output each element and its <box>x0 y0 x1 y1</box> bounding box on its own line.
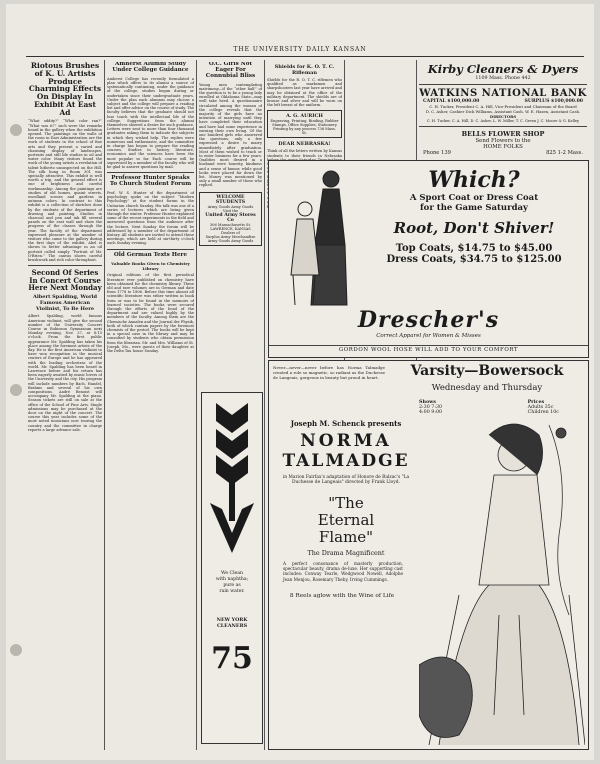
star-last-name: TALMADGE <box>282 451 410 471</box>
binder-hole <box>10 644 22 656</box>
cleaners-slogan <box>202 571 262 595</box>
price: Children 10c <box>527 410 559 415</box>
varsity-adaptation: in Marion Fairfax's adaptation of Honore de Balzac's "La Duchesse de Langeais" directed by Frank Lloyd. <box>282 475 410 486</box>
headline-amherst: Amherst Alumni Study Under College Guidance <box>112 62 189 73</box>
binder-hole <box>10 384 22 396</box>
article-text: Prof. W. S. Hunter of the department of psychology spoke on the subject “Modern Psychology” at the student forum in the Unitarian church Sunday. His talk was one of a series of lectures which are being given through the winter. Professor Hunter explained some of the recent experiments in the field and answered questions from the audience after the lecture. Next Sunday the forum will be addressed by a member of the department of history. All students are invited to attend these meetings, which are held at six-thirty o'clock each Sunday evening. <box>107 190 194 246</box>
headline-shields: Shields for K. O. T. C. Rifleman <box>274 64 335 76</box>
drescher-question: for the Game Saturday <box>420 203 528 213</box>
ad-line: 306 Massachusetts St. <box>209 222 252 227</box>
bells-address: 825 1-2 Mass. <box>546 150 583 156</box>
shows-label: Shows <box>419 399 436 405</box>
ad-line: Visit the <box>222 208 239 213</box>
article-text: “What oddity?” “What color ran?” “What was it?” such were the remarks heard in the gallery when the exhibition opened. The paintings on the walls of the room in East Administration are the work of students in the school of fine arts and they present a varied and charming display of landscapes, portraits and still life studies in oil and water color. Many visitors found the work of the young artists a revelation of talent hitherto unsuspected on the Hill. The silk hung in Room 301 was specially attractive. This exhibit is well worth a trip, and the general effect is one of brightness and careful workmanship. Among the paintings are studies of old homes, quaint streets, woodland scenes and gardens in autumn colors. In contrast to this exhibit is a collection of sketches done by the students of the department of drawing and painting. Studies in charcoal and pen and ink fill several panels on the east wall and show the progress of the classes through the year. The faculty of the department expressed pleasure at the number of visitors who came to the gallery during the first days of the exhibit. Abel is shown to better advantage in an oil portrait called simply “Portrait of Mr. O'Brien.” The canvas shows careful brushwork and rich color throughout. <box>28 119 102 263</box>
slogan-line: We Clean <box>221 571 243 576</box>
bank-officers: C. H. Tucker, President C. A. Hill, Vice-President and Chairman of the Board <box>429 104 577 109</box>
article-text: Think of all the letters written by Kansas students to their friends in Nebraska <box>267 149 342 158</box>
bells-contact <box>419 150 587 156</box>
column-2 <box>107 62 194 752</box>
showtimes-column <box>419 399 442 415</box>
article-text: Shields for the R. O. T. C. riflemen who qualified as marksmen and sharpshooters last year have arrived and may be obtained at the office of the military department. The shields are of bronze and silver and will be worn on the left breast of the uniform. <box>267 78 342 108</box>
bells-line: HOME FOLKS <box>483 144 523 150</box>
article-text: Young men contemplating matrimony—if the “other half” of the question is to be a young lady enrolled at Oklahoma State—may well take heed. A questionnaire circulated among the women of the college reveals that the majority of the girls have no intention of marrying until they have completed their education and have had some experience in earning their own living. Of the one hundred girls who answered the questions, only a few expressed a desire to marry immediately after graduation. Most of them wished to teach or to enter business for a few years. Qualities most desired in a husband were honesty, kindness and a sense of humor, while good looks were placed far down the list. Money was mentioned by only a small number of those who replied. <box>199 82 262 188</box>
ad-title: A. G. AURICH <box>286 113 323 120</box>
masthead-rule <box>26 56 584 57</box>
ad-store-name: United Army Stores Co <box>205 212 256 223</box>
headline-dear-nebraska: DEAR NEBRASKA! <box>278 141 331 148</box>
bank-officers: D. C. Asher, Cashier Dick Williams, Assistant Cash. W. E. Hazen, Assistant Cash. <box>425 109 581 114</box>
bells-line: Send Flowers to the <box>475 138 531 144</box>
film-title-line: Flame" <box>318 528 374 546</box>
drescher-copy <box>369 167 579 265</box>
drescher-logo: Drescher's <box>357 307 500 333</box>
masthead: THE UNIVERSITY DAILY KANSAN <box>233 46 367 53</box>
drescher-root: Root, Don't Shiver! <box>393 219 555 237</box>
slogan-line: pure as <box>223 583 241 588</box>
subhead-german-texts: Valuable Books Given to Chemistry Library <box>111 261 190 272</box>
bank-directors: C. H. Tucker, C. A. Hill, D. C. Asher, L. W. Miller, T. C. Green J. C. Moore & G. Kelley <box>426 119 580 123</box>
article-text: Amherst College has recently formulated a plan which offers to its alumni a source of systematically continuing, under the guidance of the college, studies begun during or undertaken since their undergraduate years. Under the plan each alumnus may choose a subject and the college will prepare a reading list and offer advice on the course of study. The faculty believes that the graduate should not lose touch with the intellectual life of the college. Suggestions from the alumni themselves showed a desire for such guidance. Letters were sent to more than four thousand graduates asking them to indicate the subjects in which they wished help. The replies were numerous and enthusiastic, and the committee in charge has begun to prepare the reading courses. Studies in history, literature, economics and the sciences have been the most popular so far. Each course will be supervised by a member of the faculty who will be glad to answer questions by mail. <box>107 76 194 169</box>
film-title-line: Eternal <box>317 511 375 529</box>
ad-line: Printing by any process 736 Mass. St. <box>273 127 336 136</box>
ad-aurich <box>267 110 342 138</box>
headline-german-texts: Old German Texts Here <box>113 251 188 258</box>
arrow-down-icon <box>202 393 262 563</box>
bank-capital: CAPITAL $100,000.00 <box>423 99 480 104</box>
article-text: Original editions of the first periodical literature ever published on chemistry have been obtained for the chemistry library. These old and rare volumes are in German and date from 1778 to 1806. Before this time almost all scientific literature was either written in book form or was to be found in the memoirs of learned societies. The books were secured through the efforts of the head of the department and are valued highly by the members of the faculty. Among them are the Chemische Annalen and the Journal der Physik, both of which contain papers by the foremost chemists of the period. The books will be kept in a special case in the library and may be consulted by students who obtain permission from the librarian. Mr. and Mrs. Williams of St. Joseph, Mo., were guests of their daughter at the Delta Tau house Sunday. <box>107 273 194 354</box>
ad-united-army-stores <box>199 192 262 246</box>
slogan-line: rain water. <box>219 589 245 594</box>
article-text: Albert Spalding, world famous American violinist, will give the second number of the University Concert Course in Robinson Gymnasium next Monday evening, Nov. 27, at 8:15 o'clock. From the first public appearance Mr. Spalding has taken his place among the foremost artists of the day. He is the first American violinist to have won recognition in the musical centers of Europe and he has appeared with the leading orchestras of the world. Mr. Spalding has been heard in Lawrence before and his return has been eagerly awaited by music lovers of the University and the city. His program will include numbers by Bach, Handel, Brahms and several of his own compositions. André Benoist will accompany Mr. Spalding at the piano. Season tickets are still on sale at the office of the School of Fine Arts. Single admissions may be purchased at the door on the night of the concert. The course this year includes some of the most noted musicians now touring the country and the committee in charge reports a large advance sale. <box>28 314 102 432</box>
ad-title: WELCOME STUDENTS <box>215 194 246 205</box>
varsity-title: Varsity—Bowersock <box>410 363 564 379</box>
film-genre: The Drama Magnificent <box>307 549 385 557</box>
film-cast: A perfect consonance of masterly production, spectacular beauty, drama de-luxe. Her supporting cast includes: Conway Tearle, Wedgwood Nowell, Adolphe Jean Menjou, Rosemary Theby, Irving Cummings. <box>283 561 403 582</box>
binder-hole <box>10 124 22 136</box>
headline-riotous-brushes: Riotous Brushes of K. U. Artists Produce Charming Effects On Display In Exhibit At East Ad <box>28 62 102 117</box>
bells-title: BELLS FLOWER SHOP <box>461 130 545 138</box>
slogan-line: with naphtha; <box>215 577 249 582</box>
ad-line: Engraving, Printing, Binding, Rubber Stamps, Office Supplies, Stationery <box>270 119 339 128</box>
price: Adults 35c <box>527 405 554 410</box>
kirby-address: 1109 Mass. Phone 442 <box>475 76 531 81</box>
subhead-spalding: Albert Spalding, World Famous American Violinist, To Be Here <box>33 294 97 313</box>
film-reels: 8 Reels aglow with the Wine of Life <box>289 593 395 599</box>
ad-line: Army Goods Army Goods <box>207 238 254 243</box>
show-time: 2:30 7:30 <box>419 405 443 410</box>
drescher-top-coats: Top Coats, $14.75 to $45.00 <box>395 243 553 254</box>
ad-dreschers <box>268 160 589 358</box>
film-title-line: "The <box>328 494 364 512</box>
prices-label: Prices <box>527 399 545 405</box>
headline-oc-girls: O.C. Girls Not Eager For Connubial Bliss <box>205 62 256 79</box>
film-title <box>273 495 419 546</box>
drescher-question: A Sport Coat or Dress Coat <box>409 193 539 203</box>
column-1 <box>28 62 102 752</box>
cleaners-phone: 75 <box>211 641 253 676</box>
column-3 <box>199 62 262 362</box>
column-divider <box>196 60 197 750</box>
kirby-title: Kirby Cleaners & Dyers <box>427 62 579 76</box>
drescher-which: Which? <box>428 167 520 193</box>
ad-line: Surplus Army Merchandise <box>205 234 256 239</box>
column-divider <box>264 60 265 750</box>
star-first-name: NORMA <box>300 431 392 451</box>
ad-varsity-bowersock <box>268 360 589 750</box>
headline-professor-hunter: Professor Hunter Speaks To Church Student Forum <box>109 175 192 188</box>
ad-line: Army Goods Army Goods <box>207 204 254 209</box>
column-divider <box>104 60 105 750</box>
drescher-dress-coats: Dress Coats, $34.75 to $125.00 <box>386 254 562 265</box>
prices-column <box>528 399 559 415</box>
headline-concert-course: Second Of Series In Concert Course Here Next Monday <box>28 268 102 292</box>
varsity-intro: Never—never—never before has Norma Talmadge created a role so magnetic, so radiant as the Duchesse de Langeais, gorgeous in beauty but proud in heart. <box>273 365 385 380</box>
drescher-footer: GORDON WOOL HOSE WILL ADD TO YOUR COMFORT <box>269 345 588 353</box>
drescher-tagline: Correct Apparel for Women & Misses <box>376 333 481 339</box>
ad-line: Dealers of <box>221 230 240 235</box>
movie-poster-illustration-icon <box>419 415 585 745</box>
bells-phone: Phone 139 <box>423 150 451 156</box>
varsity-days: Wednesday and Thursday <box>431 383 543 393</box>
newspaper-page <box>6 4 594 760</box>
cleaners-name: NEW YORK CLEANERS <box>216 617 248 629</box>
varsity-showtimes <box>419 399 559 415</box>
bank-surplus: SURPLUS $100,000.00 <box>524 99 583 104</box>
varsity-presents: Joseph M. Schenck presents <box>290 419 402 428</box>
women-illustration-icon <box>285 165 357 315</box>
ad-new-york-cleaners <box>201 392 263 744</box>
bank-title: WATKINS NATIONAL BANK <box>419 88 587 99</box>
bank-directors-label: DIRECTORS <box>489 114 517 119</box>
show-time: 4:00 9:00 <box>419 410 443 415</box>
ad-line: LAWRENCE, KANSAS <box>210 226 251 231</box>
